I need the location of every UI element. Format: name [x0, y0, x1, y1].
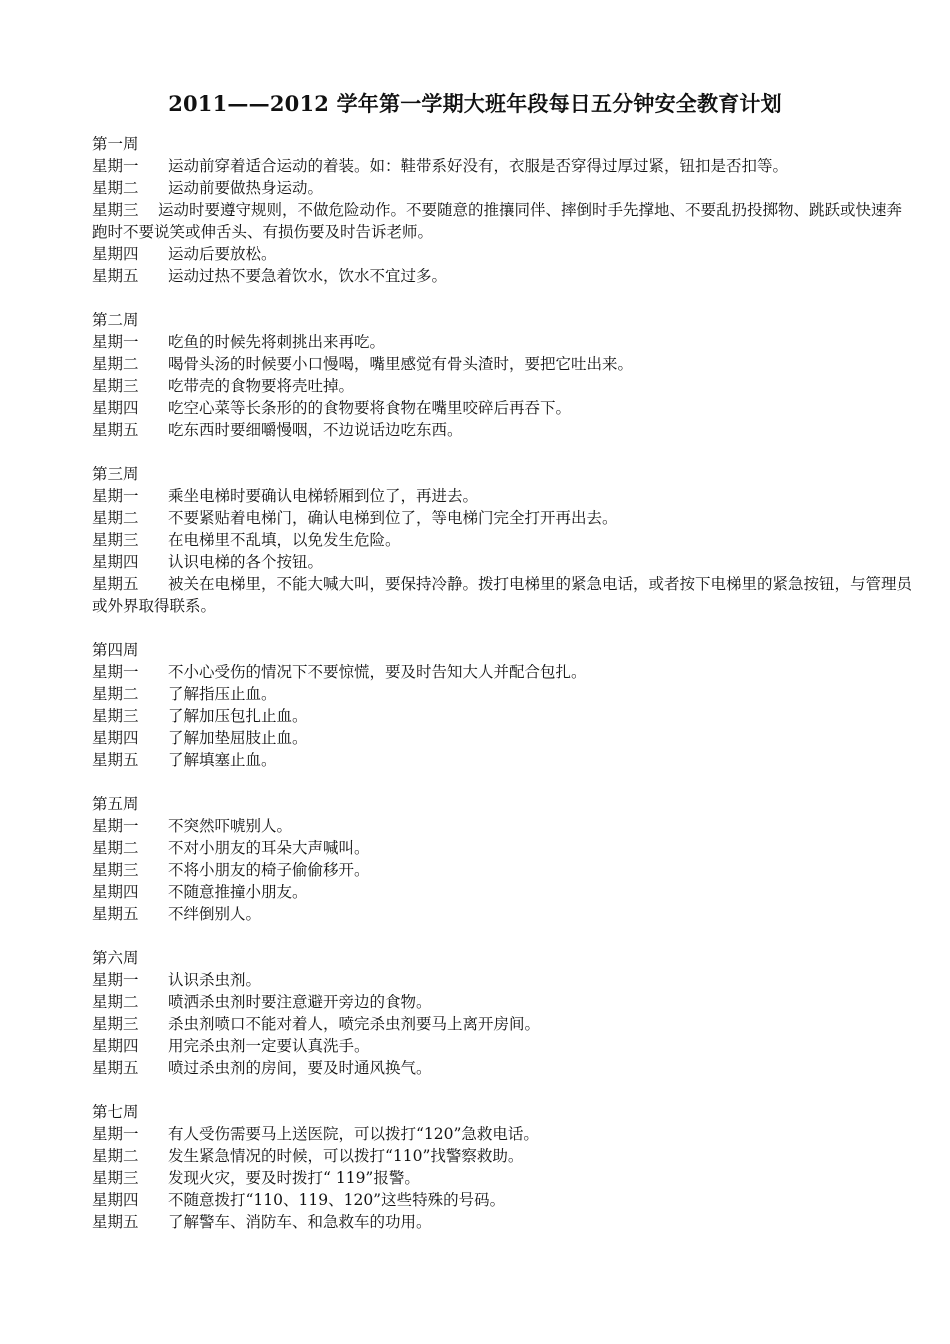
day-entry	[92, 749, 912, 771]
week-label: 第五周	[92, 795, 139, 813]
day-label: 星期三	[92, 707, 139, 725]
schedule-content	[92, 133, 912, 1255]
day-label: 星期五	[92, 575, 139, 593]
day-entry	[92, 683, 912, 705]
day-text: 在电梯里不乱填，以免发生危险。	[168, 531, 401, 549]
day-label: 星期三	[92, 1015, 139, 1033]
day-label: 星期二	[92, 509, 139, 527]
day-label: 星期一	[92, 817, 139, 835]
day-label: 星期二	[92, 993, 139, 1011]
day-entry	[92, 397, 912, 419]
day-entry	[92, 155, 912, 177]
day-text: 不随意推撞小朋友。	[168, 883, 308, 901]
day-entry	[92, 661, 912, 683]
day-entry	[92, 1211, 912, 1233]
day-label: 星期一	[92, 487, 139, 505]
day-entry	[92, 419, 912, 441]
day-text: 运动前要做热身运动。	[168, 179, 324, 197]
day-text: 有人受伤需要马上送医院，可以拨打“120”急救电话。	[168, 1125, 539, 1143]
week-section	[92, 1101, 912, 1233]
week-label: 第四周	[92, 641, 139, 659]
day-label: 星期二	[92, 1147, 139, 1165]
day-entry	[92, 1167, 912, 1189]
day-text: 认识电梯的各个按钮。	[168, 553, 324, 571]
day-text: 运动过热不要急着饮水，饮水不宜过多。	[168, 267, 448, 285]
day-label: 星期二	[92, 685, 139, 703]
day-entry	[92, 991, 912, 1013]
day-label: 星期四	[92, 729, 139, 747]
day-text: 喷过杀虫剂的房间，要及时通风换气。	[168, 1059, 432, 1077]
day-label: 星期五	[92, 905, 139, 923]
day-text: 用完杀虫剂一定要认真洗手。	[168, 1037, 370, 1055]
week-label: 第六周	[92, 949, 139, 967]
day-label: 星期四	[92, 399, 139, 417]
day-label: 星期四	[92, 1037, 139, 1055]
day-entry	[92, 881, 912, 903]
day-label: 星期一	[92, 157, 139, 175]
day-entry	[92, 177, 912, 199]
day-label: 星期三	[92, 201, 139, 219]
day-label: 星期二	[92, 355, 139, 373]
day-text: 吃鱼的时候先将刺挑出来再吃。	[168, 333, 386, 351]
week-label: 第三周	[92, 465, 139, 483]
day-text: 了解指压止血。	[168, 685, 277, 703]
day-text: 被关在电梯里，不能大喊大叫，要保持冷静。拨打电梯里的紧急电话，或者按下电梯里的紧急按钮，与管理员或外界取得联系。	[92, 575, 913, 615]
day-entry	[92, 243, 912, 265]
day-entry	[92, 485, 912, 507]
day-text: 不小心受伤的情况下不要惊慌，要及时告知大人并配合包扎。	[168, 663, 587, 681]
day-text: 不要紧贴着电梯门，确认电梯到位了，等电梯门完全打开再出去。	[168, 509, 618, 527]
day-label: 星期二	[92, 839, 139, 857]
day-text: 不绊倒别人。	[168, 905, 262, 923]
day-text: 发现火灾，要及时拨打“ 119”报警。	[168, 1169, 420, 1187]
day-entry	[92, 1013, 912, 1035]
document-title: 2011——2012 学年第一学期大班年段每日五分钟安全教育计划	[168, 91, 782, 116]
week-section	[92, 793, 912, 925]
week-section	[92, 639, 912, 771]
day-entry	[92, 353, 912, 375]
day-text: 乘坐电梯时要确认电梯轿厢到位了，再进去。	[168, 487, 479, 505]
day-entry	[92, 551, 912, 573]
day-label: 星期五	[92, 751, 139, 769]
week-section	[92, 947, 912, 1079]
day-label: 星期四	[92, 1191, 139, 1209]
day-text: 杀虫剂喷口不能对着人，喷完杀虫剂要马上离开房间。	[168, 1015, 541, 1033]
day-label: 星期四	[92, 883, 139, 901]
day-entry	[92, 573, 912, 617]
day-text: 不对小朋友的耳朵大声喊叫。	[168, 839, 370, 857]
day-label: 星期五	[92, 1059, 139, 1077]
day-entry	[92, 375, 912, 397]
day-text: 认识杀虫剂。	[168, 971, 262, 989]
day-entry	[92, 529, 912, 551]
day-text: 了解警车、消防车、和急救车的功用。	[168, 1213, 432, 1231]
week-section	[92, 309, 912, 441]
day-label: 星期三	[92, 531, 139, 549]
day-label: 星期一	[92, 663, 139, 681]
week-label: 第一周	[92, 135, 139, 153]
day-label: 星期五	[92, 267, 139, 285]
day-text: 吃东西时要细嚼慢咽，不边说话边吃东西。	[168, 421, 463, 439]
day-entry	[92, 815, 912, 837]
day-text: 吃空心菜等长条形的的食物要将食物在嘴里咬碎后再吞下。	[168, 399, 572, 417]
day-text: 不突然吓唬别人。	[168, 817, 293, 835]
day-text: 运动时要遵守规则，不做危险动作。不要随意的推攘同伴、摔倒时手先撑地、不要乱扔投掷物、跳跃或快速奔跑时不要说笑或伸舌头、有损伤要及时告诉老师。	[92, 201, 903, 241]
day-entry	[92, 1057, 912, 1079]
day-entry	[92, 1123, 912, 1145]
day-label: 星期一	[92, 333, 139, 351]
day-entry	[92, 331, 912, 353]
week-label: 第七周	[92, 1103, 139, 1121]
day-label: 星期一	[92, 971, 139, 989]
day-text: 发生紧急情况的时候，可以拨打“110”找警察救助。	[168, 1147, 524, 1165]
day-text: 运动前穿着适合运动的着装。如：鞋带系好没有，衣服是否穿得过厚过紧，钮扣是否扣等。	[168, 157, 789, 175]
day-entry	[92, 507, 912, 529]
day-entry	[92, 199, 912, 243]
day-entry	[92, 859, 912, 881]
week-section	[92, 463, 912, 617]
day-entry	[92, 1145, 912, 1167]
day-label: 星期五	[92, 421, 139, 439]
day-text: 运动后要放松。	[168, 245, 277, 263]
day-entry	[92, 727, 912, 749]
week-label: 第二周	[92, 311, 139, 329]
day-label: 星期四	[92, 245, 139, 263]
day-entry	[92, 265, 912, 287]
day-text: 不将小朋友的椅子偷偷移开。	[168, 861, 370, 879]
day-text: 喷洒杀虫剂时要注意避开旁边的食物。	[168, 993, 432, 1011]
day-label: 星期三	[92, 377, 139, 395]
day-text: 了解加垫屈肢止血。	[168, 729, 308, 747]
day-label: 星期四	[92, 553, 139, 571]
day-text: 吃带壳的食物要将壳吐掉。	[168, 377, 355, 395]
day-label: 星期三	[92, 861, 139, 879]
day-text: 喝骨头汤的时候要小口慢喝，嘴里感觉有骨头渣时，要把它吐出来。	[168, 355, 634, 373]
day-label: 星期五	[92, 1213, 139, 1231]
week-section	[92, 133, 912, 287]
day-text: 了解填塞止血。	[168, 751, 277, 769]
day-text: 了解加压包扎止血。	[168, 707, 308, 725]
day-label: 星期三	[92, 1169, 139, 1187]
day-label: 星期一	[92, 1125, 139, 1143]
day-entry	[92, 1189, 912, 1211]
day-entry	[92, 1035, 912, 1057]
day-entry	[92, 837, 912, 859]
day-label: 星期二	[92, 179, 139, 197]
day-entry	[92, 969, 912, 991]
day-entry	[92, 903, 912, 925]
day-text: 不随意拨打“110、119、120”这些特殊的号码。	[168, 1191, 506, 1209]
day-entry	[92, 705, 912, 727]
